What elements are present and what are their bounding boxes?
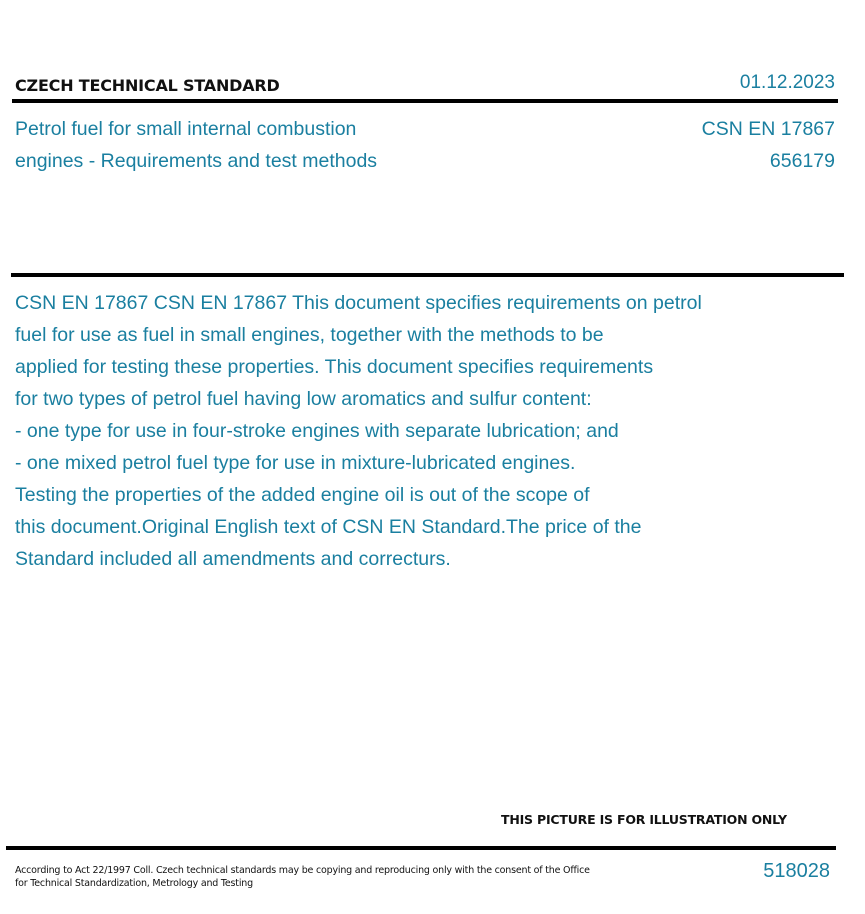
abstract-text [15,287,815,575]
abstract-line: - one type for use in four-stroke engines with separate lubrication; and [15,420,619,442]
header-divider [12,99,838,103]
document-codes [702,113,835,177]
abstract-line: this document.Original English text of CSN EN Standard.The price of the [15,516,642,538]
title-line-2: engines - Requirements and test methods [15,150,378,172]
class-code: 656179 [769,150,835,172]
footer-divider [6,846,836,850]
legal-line-1: According to Act 22/1997 Coll. Czech technical standards may be copying and reproducing only with the consent of the Office [15,865,590,876]
legal-line-2: for Technical Standardization, Metrology and Testing [15,878,253,889]
publication-date: 01.12.2023 [739,72,835,93]
standard-number: CSN EN 17867 [701,118,835,140]
document-title [15,113,475,177]
catalog-id: 518028 [763,860,830,882]
illustration-disclaimer: THIS PICTURE IS FOR ILLUSTRATION ONLY [501,812,787,827]
abstract-line: CSN EN 17867 CSN EN 17867 This document specifies requirements on petrol [15,292,702,314]
abstract-line: - one mixed petrol fuel type for use in mixture-lubricated engines. [15,452,576,474]
standard-type-label: CZECH TECHNICAL STANDARD [15,76,280,95]
abstract-line: Standard included all amendments and correcturs. [15,548,451,570]
title-line-1: Petrol fuel for small internal combustion [15,118,357,140]
legal-notice [15,864,615,890]
abstract-line: for two types of petrol fuel having low aromatics and sulfur content: [15,388,592,410]
abstract-line: applied for testing these properties. This document specifies requirements [15,356,654,378]
abstract-line: fuel for use as fuel in small engines, together with the methods to be [15,324,604,346]
title-divider [11,273,844,277]
abstract-line: Testing the properties of the added engine oil is out of the scope of [15,484,590,506]
